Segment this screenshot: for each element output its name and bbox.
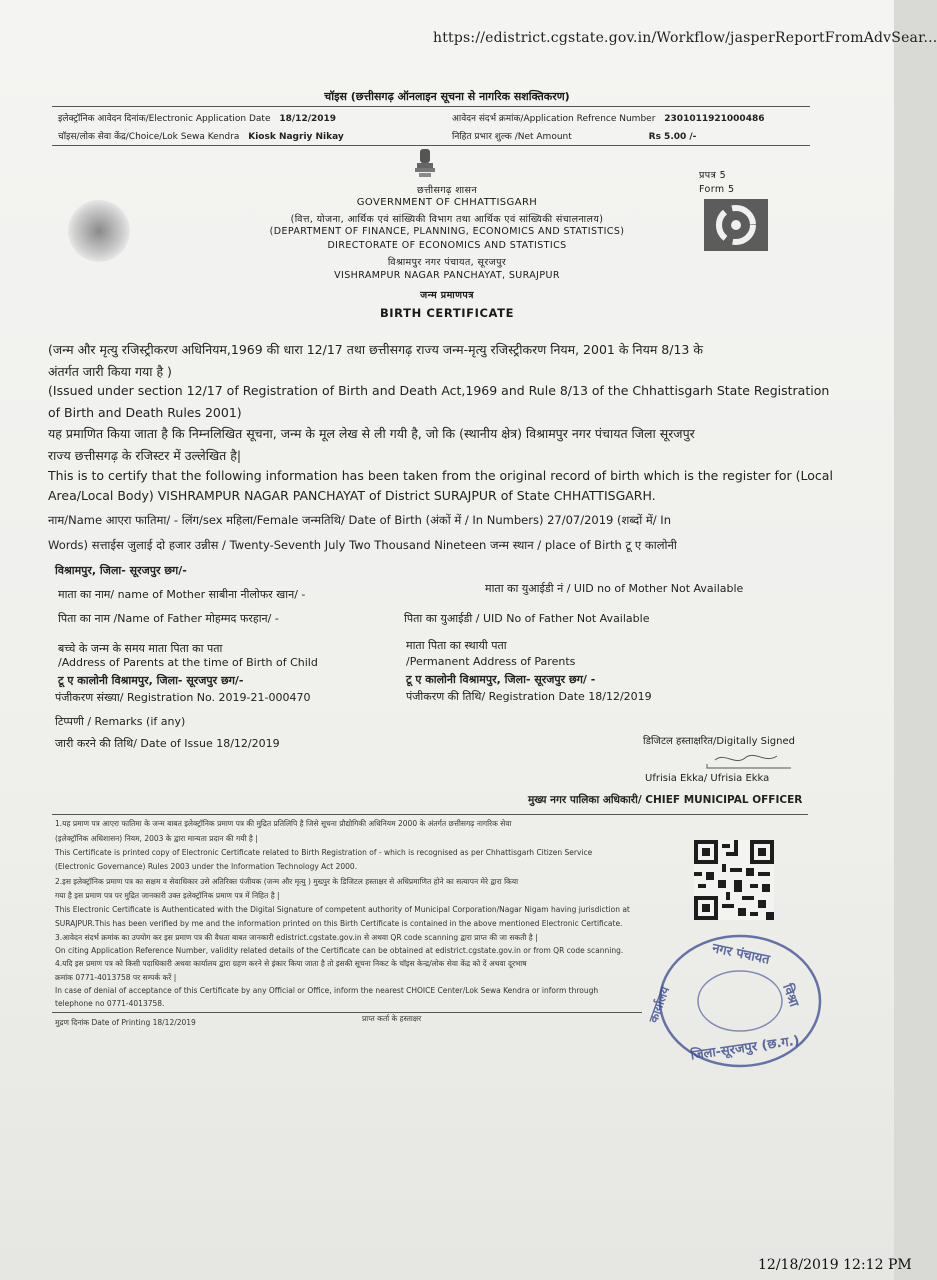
father-name: पिता का नाम /Name of Father मोहम्मद फरहान/ -	[58, 612, 279, 625]
note-line: 3.आवेदन संदर्भ क्रमांक का उपयोग कर इस प्रमाण पत्र की वैधता बाबत जानकारी edistrict.cgstate.gov.in से अथवा QR code scanning द्वारा प्राप्त की जा सकती है |	[55, 933, 538, 942]
cert-hi: जन्म प्रमाणपत्र	[420, 290, 474, 301]
note-line: In case of denial of acceptance of this Certificate by any Official or Office, inform the nearest CHOICE Center/Lok Sewa Kendra or inform through	[55, 986, 599, 995]
dept-en: (DEPARTMENT OF FINANCE, PLANNING, ECONOMICS AND STATISTICS)	[269, 226, 625, 237]
intro-line: This is to certify that the following information has been taken from the original record of birth which is the register for (Local	[48, 468, 833, 483]
app-date-row	[58, 111, 336, 124]
app-ref-label: आवेदन संदर्भ क्रमांक/Application Refrence Number	[452, 114, 656, 124]
seal-bottom-text: जिला-सूरजपुर (छ.ग.)	[689, 1033, 801, 1064]
kendra-label: चॉइस/लोक सेवा केंद्र/Choice/Lok Sewa Kendra	[58, 132, 240, 142]
issue-date: जारी करने की तिथि/ Date of Issue 18/12/2019	[55, 737, 280, 750]
signature-icon	[705, 750, 795, 772]
mother-uid: माता का युआईडी नं / UID no of Mother Not Available	[485, 582, 744, 595]
kendra-row	[58, 129, 344, 142]
form-hi: प्रपत्र 5	[699, 170, 727, 181]
note-line: 2.इस इलेक्ट्रॉनिक प्रमाण पत्र का सक्षम व सेवाधिकार उसे अतिरिक्त पंजीयक (जन्म और मृत्यु ) मुख्पुर के डिजिटल हस्ताक्षर से अधिप्रमाणित होने का सत्यापन मेरे द्वारा किया	[55, 877, 519, 886]
kendra: Kiosk Nagriy Nikay	[248, 132, 344, 142]
intro-line: अंतर्गत जारी किया गया है )	[48, 364, 172, 379]
intro-line: of Birth and Death Rules 2001)	[48, 405, 242, 420]
note-line: telephone no 0771-4013758.	[55, 999, 165, 1008]
addr-perm: टू ए कालोनी विश्रामपुर, जिला- सूरजपुर छग/ -	[406, 673, 596, 686]
registration-date: पंजीकरण की तिथि/ Registration Date 18/12/2019	[406, 690, 652, 703]
note-line: SURAJPUR.This has been verified by me and the information printed on this Birth Certificate is contained in the above mentioned Electronic Certificate.	[55, 919, 623, 928]
note-line: (इलेक्ट्रॉनिक अधिशासन) नियम, 2003 के द्वारा मान्यता प्रदान की गयी है |	[55, 834, 258, 843]
seal-left-text: कार्यालय	[646, 984, 673, 1025]
note-line: गया है इस प्रमाण पत्र पर मुद्रित जानकारी उक्त इलेक्ट्रॉनिक प्रमाण पत्र में निहित है |	[55, 891, 280, 900]
note-line: 1.यह प्रमाण पत्र आएरा फातिमा के जन्म बाबत इलेक्ट्रॉनिक प्रमाण पत्र की मुद्रित प्रतिलिपि है जिसे सूचना प्रौद्योगिकी अधिनियम 2000 के अंतर्गत छत्तीसगढ़ नागरिक सेवा	[55, 819, 512, 828]
print-date: मुद्रण दिनांक Date of Printing 18/12/2019	[55, 1018, 196, 1027]
directorate: DIRECTORATE OF ECONOMICS AND STATISTICS	[327, 240, 567, 251]
local-en: VISHRAMPUR NAGAR PANCHAYAT, SURAJPUR	[334, 270, 560, 281]
intro-line: राज्य छत्तीसगढ़ के रजिस्टर में उल्लेखित है|	[48, 448, 242, 463]
digitally-signed: डिजिटल हस्ताक्षरित/Digitally Signed	[643, 736, 795, 747]
note-line: 4.यदि इस प्रमाण पत्र को किसी पदाधिकारी अथवा कार्यालय द्वारा ग्रहण करने से इंकार किया जाता है तो इसकी सूचना निकट के चॉइस केन्द्र/लोक सेवा केंद्र को दें अथवा दूरभाष	[55, 959, 527, 968]
divider	[52, 145, 810, 146]
addr-perm-en: /Permanent Address of Parents	[406, 655, 576, 668]
divider	[52, 814, 808, 815]
gov-en: GOVERNMENT OF CHHATTISGARH	[356, 197, 538, 208]
portal-title: चॉइस (छत्तीसगढ़ ऑनलाइन सूचना से नागरिक सशक्तिकरण)	[324, 90, 570, 103]
seal-right-text: विश्रा	[779, 982, 802, 1009]
app-date: 18/12/2019	[279, 114, 337, 124]
note-line: (Electronic Governance) Rules 2003 under the Information Technology Act 2000.	[55, 862, 358, 871]
note-line: This Certificate is printed copy of Electronic Certificate related to Birth Registration of - which is recognised as per Chhattisgarh Citizen Service	[55, 848, 593, 857]
intro-line: Area/Local Body) VISHRAMPUR NAGAR PANCHAYAT of District SURAJPUR of State CHHATTISGARH.	[48, 488, 656, 503]
signer: Ufrisia Ekka/ Ufrisia Ekka	[645, 773, 770, 784]
app-ref-row	[452, 111, 764, 124]
intro-line: यह प्रमाणित किया जाता है कि निम्नलिखित सूचना, जन्म के मूल लेख से ली गयी है, जो कि (स्थानीय क्षेत्र) विश्रामपुर नगर पंचायत जिला सूरजपुर	[48, 426, 695, 441]
note-line: On citing Application Reference Number, validity related details of the Certificate can be obtained at edistrict.cgstate.gov.in or from QR code scanning.	[55, 946, 624, 955]
divider	[52, 106, 810, 107]
dept-hi: (वित्त, योजना, आर्थिक एवं सांख्यिकी विभाग तथा आर्थिक एवं सांख्यिकी संचालनालय)	[290, 214, 604, 225]
cert-en: BIRTH CERTIFICATE	[379, 306, 515, 320]
dob-words-line: Words) सत्ताईस जुलाई दो हजार उन्नीस / Twenty-Seventh July Two Thousand Nineteen जन्म स्थान / place of Birth टू ए कालोनी	[48, 538, 677, 552]
form-en: Form 5	[699, 184, 735, 195]
amount: Rs 5.00 /-	[648, 132, 697, 142]
gov-hi: छत्तीसगढ़ शासन	[416, 185, 478, 196]
addr-birth: टू ए कालोनी विश्रामपुर, जिला- सूरजपुर छग/-	[58, 674, 244, 687]
remarks: टिप्पणी / Remarks (if any)	[55, 715, 186, 728]
officer: मुख्य नगर पालिका अधिकारी/ CHIEF MUNICIPAL OFFICER	[528, 794, 803, 806]
birth-place-line: विश्रामपुर, जिला- सूरजपुर छग/-	[55, 564, 187, 577]
receiver-sign: प्राप्त कर्ता के हस्ताक्षर	[362, 1014, 422, 1023]
app-ref: 230101192100048​6	[664, 114, 765, 124]
print-timestamp: 12/18/2019 12:12 PM	[758, 1257, 912, 1273]
app-date-label: इलेक्ट्रॉनिक आवेदन दिनांक/Electronic Application Date	[58, 114, 271, 124]
addr-birth-hi: बच्चे के जन्म के समय माता पिता का पता	[58, 642, 223, 655]
seal-top-text: नगर पंचायत	[710, 941, 771, 968]
addr-birth-en: /Address of Parents at the time of Birth of Child	[58, 656, 318, 669]
page-url: https://edistrict.cgstate.gov.in/Workflow/jasperReportFromAdvSear...	[433, 30, 937, 46]
intro-line: (जन्म और मृत्यु रजिस्ट्रीकरण अधिनियम,1969 की धारा 12/17 तथा छत्तीसगढ़ राज्य जन्म-मृत्यु रजिस्ट्रीकरण नियम, 2001 के नियम 8/13 के	[48, 342, 703, 357]
qr-code-icon	[694, 840, 774, 920]
addr-perm-hi: माता पिता का स्थायी पता	[406, 639, 507, 652]
father-uid: पिता का युआईडी / UID No of Father Not Available	[404, 612, 650, 625]
mother-name: माता का नाम/ name of Mother साबीना नीलोफर खान/ -	[58, 588, 306, 601]
amount-label: निहित प्रभार शुल्क /Net Amount	[452, 132, 572, 142]
note-line: This Electronic Certificate is Authenticated with the Digital Signature of competent authority of Municipal Corporation/Nagar Nigam having jurisdiction at	[55, 905, 630, 914]
amount-row	[452, 129, 696, 142]
national-emblem-icon	[411, 147, 439, 179]
local-hi: विश्रामपुर नगर पंचायत, सूरजपुर	[387, 257, 507, 268]
name-dob-line: नाम/Name आएरा फातिमा/ - लिंग/sex महिला/Female जन्मतिथि/ Date of Birth (अंकों में / In Numbers) 27/07/2019 (शब्दों में/ In	[48, 513, 671, 527]
intro-line: (Issued under section 12/17 of Registration of Birth and Death Act,1969 and Rule 8/13 of the Chhattisgarh State Registration	[48, 383, 830, 398]
divider	[52, 1012, 642, 1013]
note-line: क्रमांक 0771-4013758 पर सम्पर्क करें |	[55, 973, 177, 982]
registration-no: पंजीकरण संख्या/ Registration No. 2019-21-000470	[55, 691, 311, 704]
